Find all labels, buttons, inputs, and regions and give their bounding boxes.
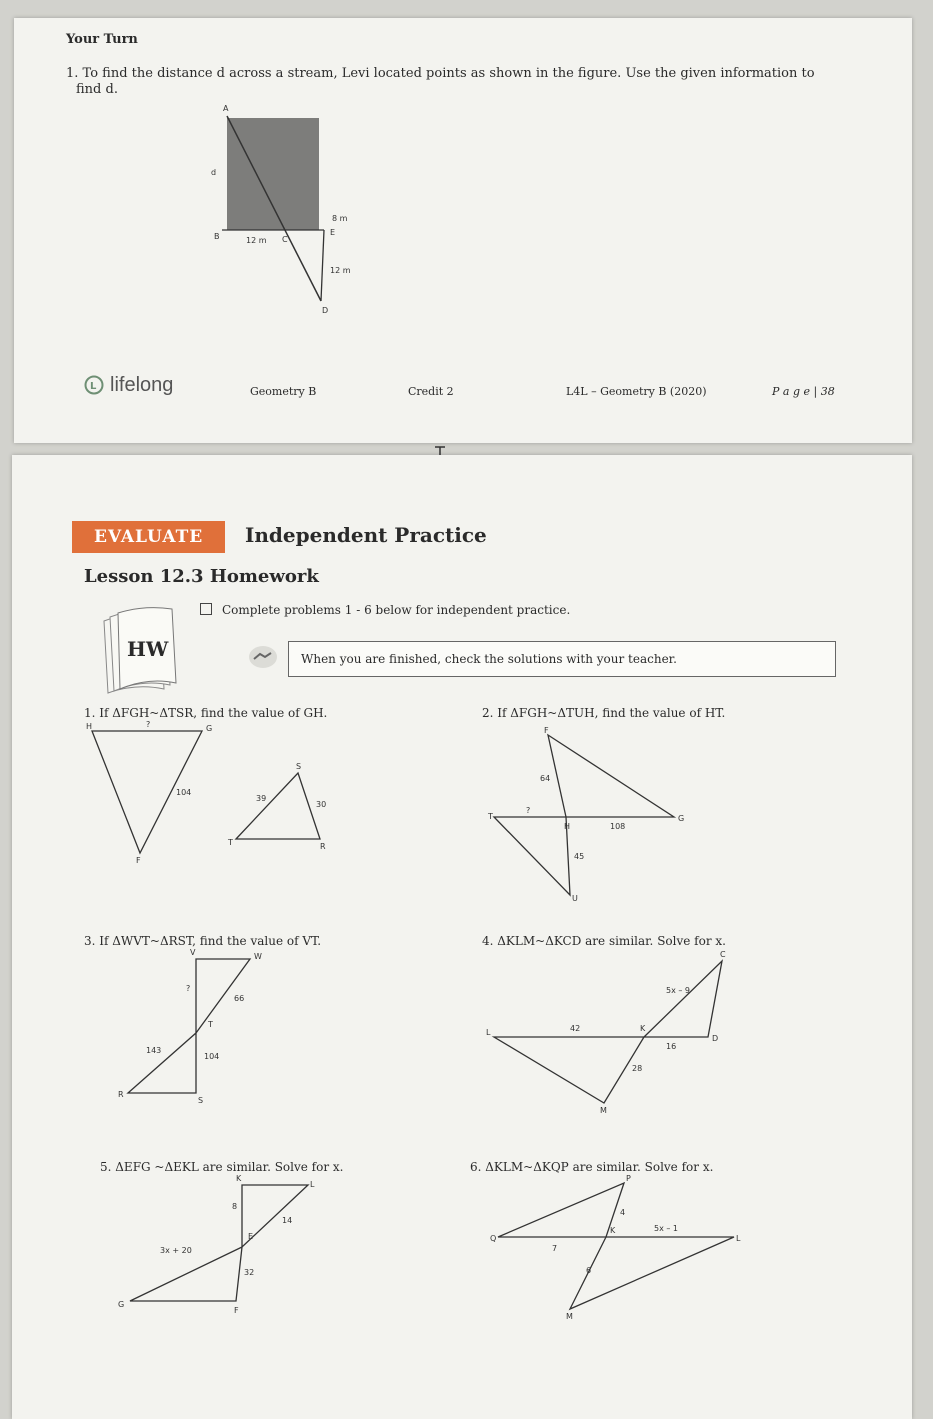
triangle-klm [494,1037,644,1103]
p3-label-r: R [118,1090,124,1099]
problem-3-text: 3. If ΔWVT~ΔRST, find the value of VT. [84,934,322,948]
p3-label-143: 143 [146,1046,162,1055]
stream-figure [194,103,364,313]
footer-program: L4L – Geometry B (2020) [566,385,707,398]
p1-label-30: 30 [316,800,327,809]
checkbox-icon [200,603,212,615]
teacher-note-box [288,641,836,677]
p1-label-104: 104 [176,788,192,797]
p6-label-expr: 5x – 1 [654,1224,678,1233]
p2-label-64: 64 [540,774,551,783]
p1-label-h: H [86,722,93,731]
triangle-rst [128,1033,196,1093]
lesson-title: Lesson 12.3 Homework [84,566,319,587]
footer-course: Geometry B [250,385,317,398]
problem-6-text: 6. ΔKLM~ΔKQP are similar. Solve for x. [470,1160,714,1174]
problem-1-figure [72,720,352,865]
teacher-note-text: When you are finished, check the solutions with your teacher. [301,652,677,666]
p2-label-108: 108 [610,822,626,831]
label-e: E [330,228,336,237]
p1-label-r: R [320,842,326,851]
p6-label-4: 4 [620,1208,626,1217]
checklist-text: Complete problems 1 - 6 below for independent practice. [222,603,571,617]
p2-label-f: F [544,726,549,735]
p1-label-f: F [136,856,141,865]
footer-page-number: P a g e | 38 [772,385,835,398]
problem-4-figure [486,950,746,1115]
p2-label-g: G [678,814,685,823]
evaluate-badge: EVALUATE [72,521,225,553]
p5-label-g: G [118,1300,125,1309]
label-ed: 12 m [330,266,351,275]
label-d-side: d [211,168,217,177]
checklist-item [200,602,570,618]
p6-label-p: P [626,1174,631,1183]
p2-label-h: H [564,822,571,831]
label-bc: 12 m [246,236,267,245]
triangle-tuh [494,817,570,895]
label-a: A [223,104,229,113]
label-d-point: D [322,306,329,315]
problem-4-text: 4. ΔKLM~ΔKCD are similar. Solve for x. [482,934,726,948]
p3-label-104: 104 [204,1052,220,1061]
triangle-kqp [498,1183,624,1237]
p2-label-u: U [572,894,578,903]
label-ce: 8 m [332,214,348,223]
p3-label-q: ? [186,984,191,993]
p5-label-32: 32 [244,1268,255,1277]
p5-label-e: E [248,1232,254,1241]
p5-label-l: L [310,1180,315,1189]
problem-2-figure [486,726,696,903]
your-turn-heading: Your Turn [66,32,138,47]
p5-label-f: F [234,1306,239,1315]
p1-label-39: 39 [256,794,267,803]
p3-label-w: W [254,952,262,961]
triangle-tsr [236,773,320,839]
hw-label: HW [127,637,169,661]
worksheet-page-bottom [12,455,912,1419]
p1-label-q: ? [146,720,151,729]
p5-label-8: 8 [232,1202,238,1211]
triangle-fgh-2 [548,735,674,817]
p2-label-45: 45 [574,852,585,861]
p5-label-k: K [236,1174,242,1183]
p6-label-k: K [610,1226,616,1235]
lifelong-logo-text: lifelong [110,374,174,396]
svg-text:L: L [90,381,97,392]
p4-label-k: K [640,1024,646,1033]
problem-6-figure [486,1174,746,1321]
p3-label-v: V [190,948,196,957]
p1-label-s: S [296,762,302,771]
triangle-efg [130,1247,242,1301]
problem-1-text: 1. If ΔFGH~ΔTSR, find the value of GH. [84,706,328,720]
p3-label-t: T [208,1020,213,1029]
p5-label-14: 14 [282,1216,293,1225]
p4-label-c: C [720,950,726,959]
p4-label-l: L [486,1028,491,1037]
triangle-kcd [644,961,722,1037]
p2-label-t: T [488,812,493,821]
label-b: B [214,232,220,241]
p6-label-q: Q [490,1234,497,1243]
p4-label-d: D [712,1034,719,1043]
footer-credit: Credit 2 [408,385,454,398]
p4-label-28: 28 [632,1064,643,1073]
p4-label-42: 42 [570,1024,581,1033]
p5-label-expr: 3x + 20 [160,1246,192,1255]
p3-label-66: 66 [234,994,245,1003]
triangle-klm [570,1237,734,1309]
p4-label-expr: 5x – 9 [666,986,690,995]
stream-shaded-region [227,118,319,230]
p2-label-q: ? [526,806,531,815]
segment-ed [321,230,324,301]
p4-label-16: 16 [666,1042,677,1051]
lifelong-logo-icon [84,375,104,395]
problem-3-figure [108,948,268,1105]
handshake-icon [248,645,278,669]
p6-label-l: L [736,1234,741,1243]
problem-5-figure [112,1174,322,1317]
p6-label-m: M [566,1312,573,1321]
worksheet-page-top [14,18,912,443]
p6-label-7: 7 [552,1244,558,1253]
p6-label-6: 6 [586,1266,592,1275]
problem-1-text-line-1: 1. To find the distance d across a stream, Levi located points as shown in the figure. Use the given information to [66,66,815,81]
section-title: Independent Practice [245,523,487,547]
p3-label-s: S [198,1096,204,1105]
p1-label-t: T [228,838,233,847]
label-c: C [282,235,288,244]
problem-2-text: 2. If ΔFGH~ΔTUH, find the value of HT. [482,706,726,720]
p4-label-m: M [600,1106,607,1115]
problem-5-text: 5. ΔEFG ~ΔEKL are similar. Solve for x. [100,1160,344,1174]
problem-1-text-line-2: find d. [76,82,118,97]
p1-label-g: G [206,724,213,733]
